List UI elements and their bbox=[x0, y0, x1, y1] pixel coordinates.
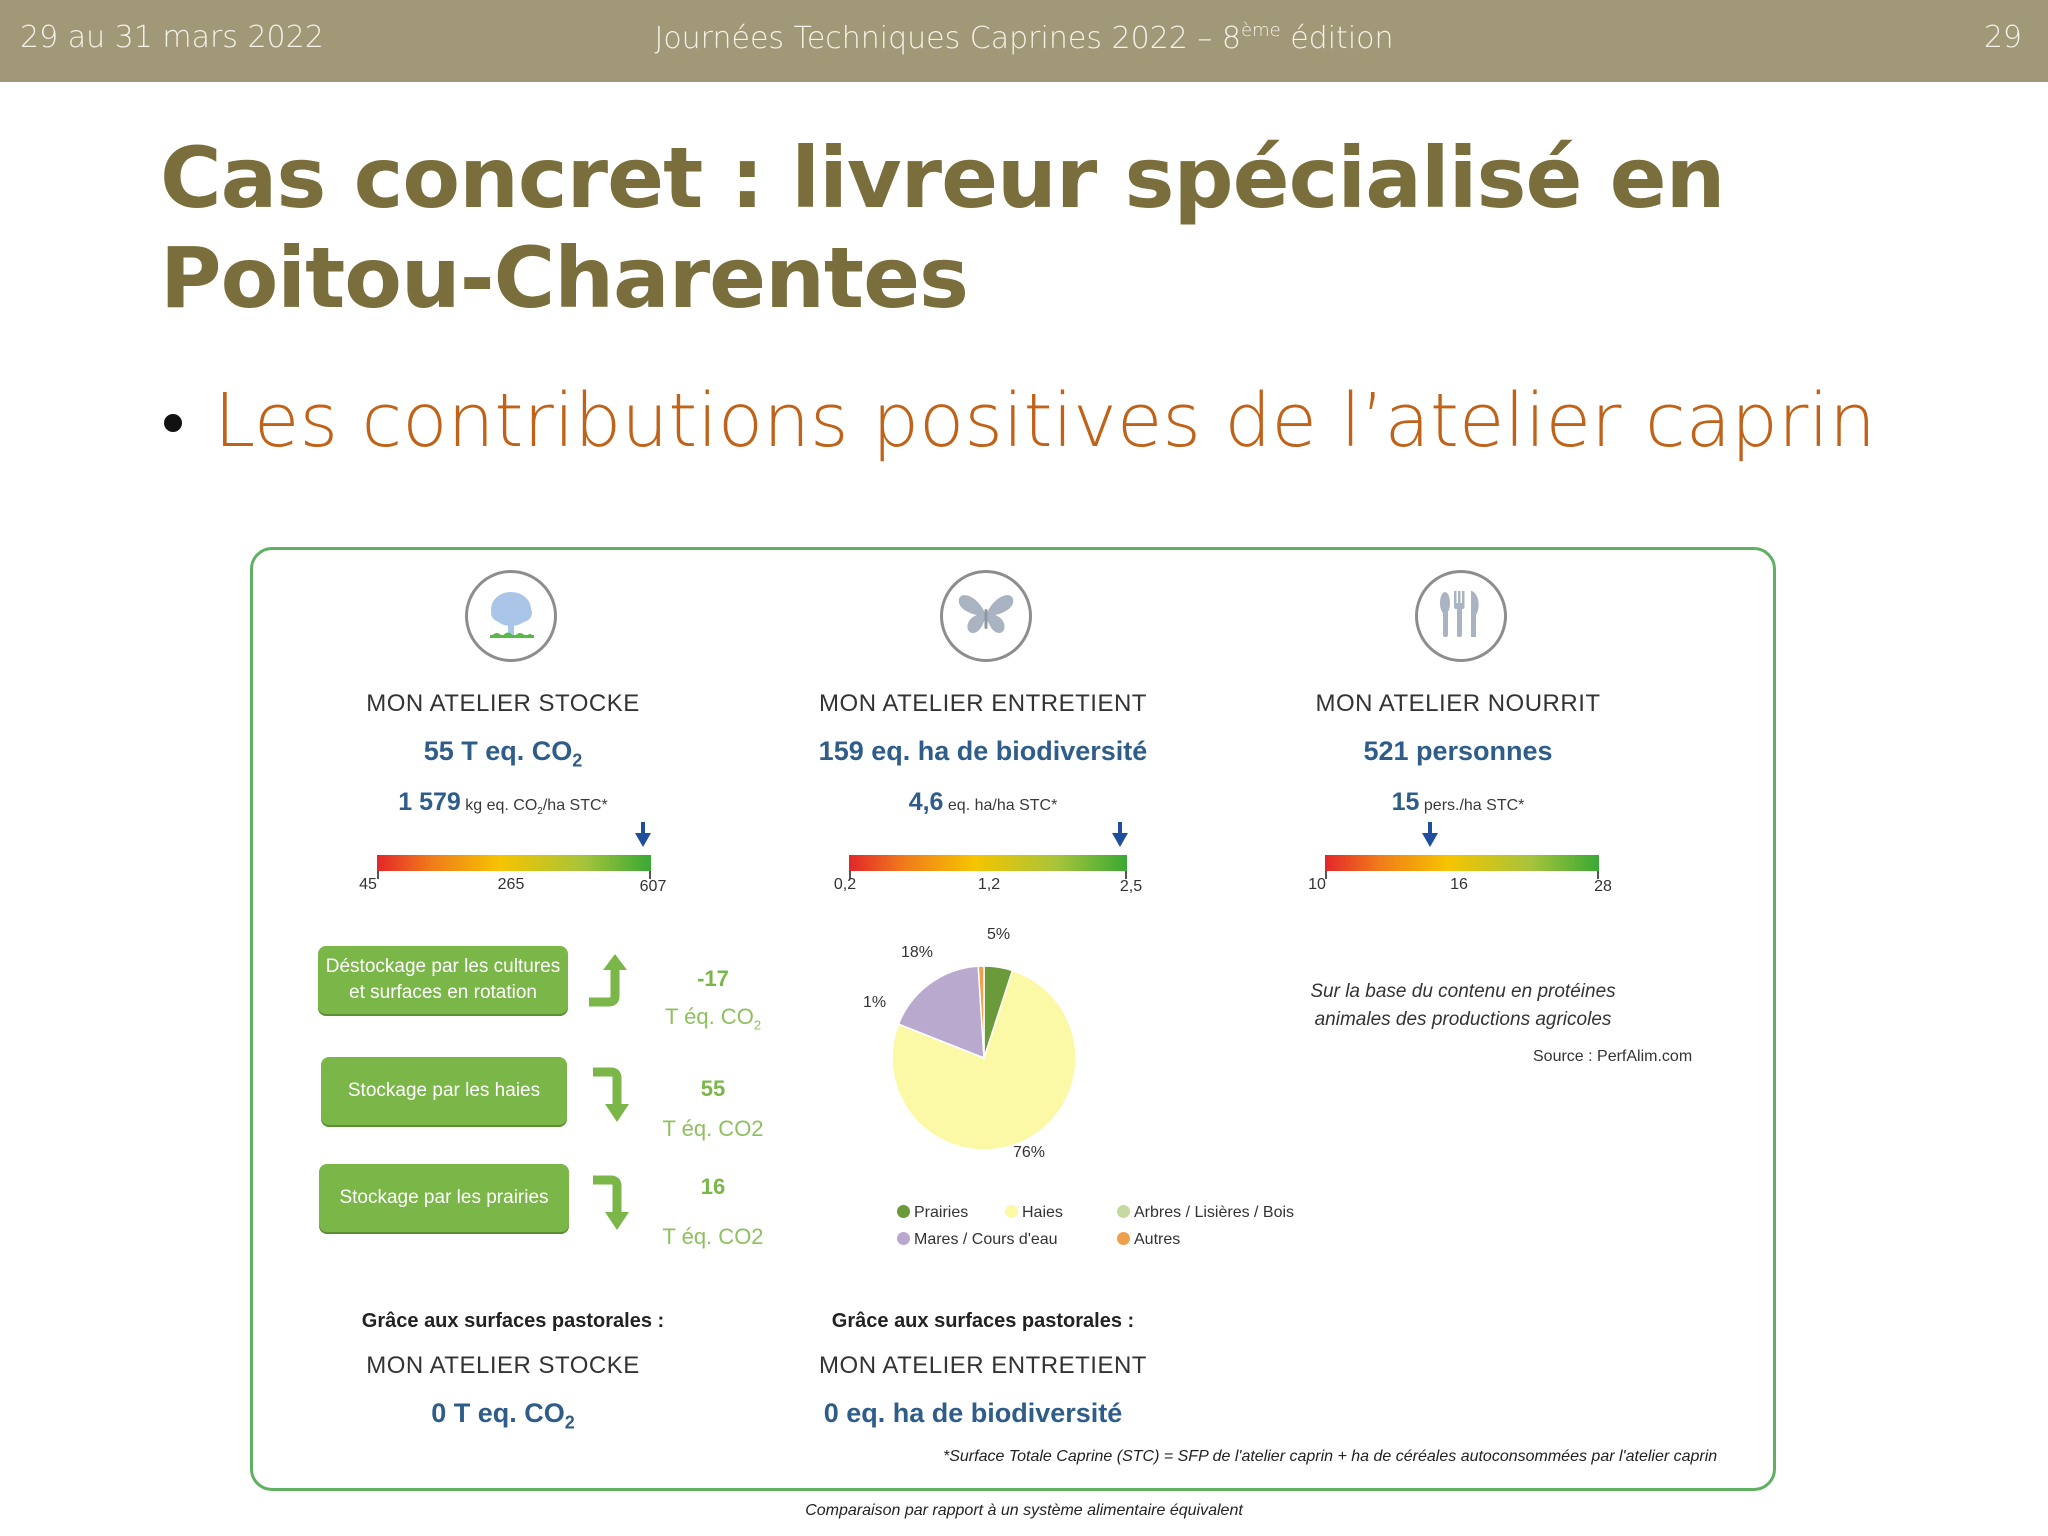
page-title-line2: Poitou-Charentes bbox=[160, 229, 969, 327]
legend-label: Haies bbox=[1022, 1204, 1063, 1221]
entretient-scale-marker-icon bbox=[1112, 822, 1128, 848]
flow-button-haies[interactable] bbox=[321, 1057, 567, 1125]
comparison-caption: Comparaison par rapport à un système alimentaire équivalent bbox=[805, 1502, 1243, 1519]
flow-unit-text: T éq. CO2 bbox=[662, 1224, 764, 1249]
pastoral-stock-heading-text: MON ATELIER STOCKE bbox=[366, 1352, 640, 1379]
legend-dot-icon bbox=[897, 1205, 910, 1218]
legend-dot-icon bbox=[1117, 1232, 1130, 1245]
pie-label-mares: 18% bbox=[901, 944, 934, 961]
legend-dot-icon bbox=[897, 1232, 910, 1245]
legend-item-prairies bbox=[897, 1204, 968, 1222]
arrow-down-icon bbox=[591, 1172, 635, 1234]
pastoral-stock-value-sub: 2 bbox=[564, 1412, 575, 1433]
legend-item-haies bbox=[1005, 1204, 1063, 1222]
nourrit-per-ha-value: 15 bbox=[1391, 788, 1420, 816]
stock-value-text: 55 T eq. CO bbox=[423, 736, 573, 766]
flow-unit bbox=[653, 1116, 773, 1144]
infographic-card bbox=[250, 547, 1776, 1491]
pastoral-entretient-heading bbox=[783, 1352, 1183, 1380]
page-title-line1: Cas concret : livreur spécialisé en bbox=[160, 129, 1725, 227]
header-date: 29 au 31 mars 2022 bbox=[20, 20, 324, 55]
header-event-sup: ème bbox=[1241, 20, 1281, 41]
flow-value: -17 bbox=[697, 966, 729, 991]
stock-tick bbox=[377, 871, 379, 879]
stc-footnote: *Surface Totale Caprine (STC) = SFP de l'atelier caprin + ha de céréales autoconsommées par l'atelier caprin bbox=[943, 1448, 1718, 1465]
entretient-value: 159 eq. ha de biodiversité bbox=[818, 736, 1148, 766]
flow-unit-sub: 2 bbox=[753, 1017, 762, 1033]
legend-label: Prairies bbox=[914, 1204, 969, 1221]
stock-per-ha-unit-pre: kg eq. CO bbox=[465, 797, 538, 814]
header-bar bbox=[0, 0, 2048, 82]
pastoral-intro: Grâce aux surfaces pastorales : bbox=[831, 1310, 1135, 1332]
bullet-text: Les contributions positives de l’atelier caprin bbox=[214, 378, 1876, 464]
flow-button-label: Déstockage par les cultures et surfaces en rotation bbox=[325, 956, 561, 1003]
cutlery-icon bbox=[1415, 570, 1507, 662]
nourrit-per-ha-unit: pers./ha STC* bbox=[1423, 797, 1525, 814]
butterfly-icon bbox=[940, 570, 1032, 662]
entretient-per-ha-unit: eq. ha/ha STC* bbox=[947, 797, 1058, 814]
flow-unit-text: T éq. CO2 bbox=[662, 1116, 764, 1141]
stock-per-ha-value: 1 579 bbox=[398, 788, 461, 816]
nourrit-heading-text: MON ATELIER NOURRIT bbox=[1315, 690, 1601, 717]
entretient-tick-label: 1,2 bbox=[977, 876, 1001, 893]
flow-unit bbox=[653, 1224, 773, 1252]
nourrit-note bbox=[1263, 978, 1663, 1034]
pie-label-prairies: 5% bbox=[987, 926, 1011, 943]
legend-label: Autres bbox=[1134, 1231, 1181, 1248]
page-title bbox=[160, 128, 1860, 328]
legend-item-mares bbox=[897, 1231, 1058, 1249]
pie-label-haies: 76% bbox=[1013, 1144, 1046, 1161]
stock-value-sub: 2 bbox=[572, 750, 583, 771]
flow-unit bbox=[653, 1004, 773, 1032]
stock-per-ha-unit-post: /ha STC* bbox=[542, 797, 608, 814]
arrow-down-icon bbox=[591, 1064, 635, 1126]
arrow-up-icon bbox=[583, 950, 633, 1010]
bullet-dot-icon bbox=[164, 414, 182, 432]
flow-button-rotation[interactable] bbox=[318, 946, 568, 1014]
nourrit-tick-label: 28 bbox=[1594, 878, 1612, 895]
nourrit-per-ha bbox=[1263, 788, 1653, 817]
stock-tick-label: 45 bbox=[359, 876, 377, 893]
entretient-scale-bar bbox=[849, 855, 1127, 871]
source-note: Source : PerfAlim.com bbox=[1533, 1048, 1693, 1065]
entretient-heading-text: MON ATELIER ENTRETIENT bbox=[819, 690, 1147, 717]
nourrit-heading bbox=[1263, 690, 1653, 718]
stock-scale-bar bbox=[377, 855, 651, 871]
pastoral-entretient-value: 0 eq. ha de biodiversité bbox=[823, 1398, 1123, 1428]
flow-value: 55 bbox=[700, 1076, 726, 1101]
legend-dot-icon bbox=[1005, 1205, 1018, 1218]
entretient-tick-label: 2,5 bbox=[1119, 878, 1143, 895]
pastoral-entretient-heading-text: MON ATELIER ENTRETIENT bbox=[819, 1352, 1147, 1379]
pastoral-stock-value-text: 0 T eq. CO bbox=[431, 1398, 565, 1428]
nourrit-tick-label: 10 bbox=[1308, 876, 1326, 893]
stock-value bbox=[313, 736, 693, 771]
nourrit-value: 521 personnes bbox=[1363, 736, 1553, 766]
pastoral-intro: Grâce aux surfaces pastorales : bbox=[361, 1310, 665, 1332]
biodiversity-pie-chart bbox=[888, 962, 1080, 1154]
stock-tick-label: 265 bbox=[497, 876, 525, 893]
nourrit-note-line2: animales des productions agricoles bbox=[1314, 1009, 1612, 1030]
nourrit-note-line1: Sur la base du contenu en protéines bbox=[1310, 981, 1616, 1002]
legend-label: Mares / Cours d'eau bbox=[914, 1231, 1058, 1248]
tree-icon bbox=[465, 570, 557, 662]
pie-label-autres: 1% bbox=[863, 994, 887, 1011]
flow-button-prairies[interactable] bbox=[319, 1164, 569, 1232]
entretient-per-ha-value: 4,6 bbox=[908, 788, 944, 816]
pastoral-stock-heading bbox=[313, 1352, 693, 1380]
nourrit-scale-bar bbox=[1325, 855, 1599, 871]
stock-heading bbox=[313, 690, 693, 718]
legend-label: Arbres / Lisières / Bois bbox=[1134, 1204, 1295, 1221]
stock-heading-text: MON ATELIER STOCKE bbox=[366, 690, 640, 717]
nourrit-scale-marker-icon bbox=[1422, 822, 1438, 848]
stock-tick-label: 607 bbox=[639, 878, 667, 895]
pastoral-stock-value bbox=[313, 1398, 693, 1433]
stock-per-ha-unit bbox=[465, 797, 608, 818]
nourrit-tick-label: 16 bbox=[1450, 876, 1468, 893]
entretient-per-ha bbox=[783, 788, 1183, 817]
entretient-heading bbox=[783, 690, 1183, 718]
legend-dot-icon bbox=[1117, 1205, 1130, 1218]
flow-unit-text: T éq. CO bbox=[664, 1004, 754, 1029]
stock-per-ha bbox=[313, 788, 693, 817]
flow-button-label: Stockage par les haies bbox=[347, 1080, 541, 1101]
flow-button-label: Stockage par les prairies bbox=[339, 1187, 549, 1208]
stock-per-ha-unit-sub: 2 bbox=[537, 806, 543, 818]
legend-item-autres bbox=[1117, 1231, 1180, 1249]
flow-value: 16 bbox=[700, 1174, 726, 1199]
header-event bbox=[0, 20, 2048, 56]
page-number: 29 bbox=[1983, 20, 2022, 55]
header-event-prefix: Journées Techniques Caprines 2022 – 8 bbox=[654, 21, 1241, 56]
entretient-tick-label: 0,2 bbox=[833, 876, 857, 893]
header-event-suffix: édition bbox=[1280, 21, 1394, 56]
legend-item-arbres bbox=[1117, 1204, 1294, 1222]
stock-scale-marker-icon bbox=[635, 822, 651, 848]
